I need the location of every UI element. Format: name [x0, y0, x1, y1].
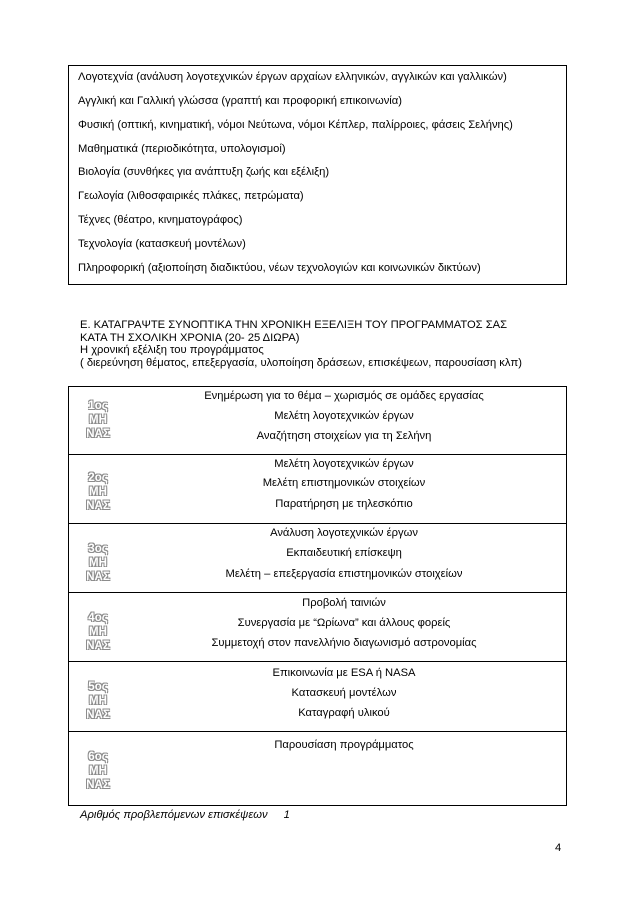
- planned-visits-note: [80, 809, 290, 821]
- activity-item: Μελέτη – επεξεργασία επιστημονικών στοιχείων: [225, 568, 463, 580]
- timeline-row: [69, 661, 566, 732]
- subject-line: Γεωλογία (λιθοσφαιρικές πλάκες, πετρώματα): [78, 190, 304, 202]
- timeline-row: [69, 454, 566, 524]
- activity-item: Κατασκευή μοντέλων: [291, 687, 397, 699]
- activity-item: Ανάλυση λογοτεχνικών έργων: [270, 527, 418, 539]
- section-e-title-line1: Ε. ΚΑΤΑΓΡΑΨΤΕ ΣΥΝΟΠΤΙΚΑ ΤΗΝ ΧΡΟΝΙΚΗ ΕΞΕΛΙΞΗ ΤΟΥ ΠΡΟΓΡΑΜΜΑΤΟΣ ΣΑΣ: [80, 319, 507, 331]
- page-number: 4: [555, 842, 562, 854]
- subjects-box: [68, 65, 567, 285]
- month-word2: ΝΑΣ: [86, 500, 110, 512]
- month-label: [69, 471, 127, 513]
- activity-item: Συμμετοχή στον πανελλήνιο διαγωνισμό αστρονομίας: [211, 637, 477, 649]
- section-e-note: ( διερεύνηση θέματος, επεξεργασία, υλοποίηση δράσεων, επισκέψεων, παρουσίαση κλπ): [80, 356, 522, 369]
- subject-line: Μαθηματικά (περιοδικότητα, υπολογισμοί): [78, 143, 286, 155]
- month-label: [69, 542, 127, 584]
- activity-item: Προβολή ταινιών: [302, 597, 386, 609]
- subject-line: Πληροφορική (αξιοποίηση διαδικτύου, νέων τεχνολογιών και κοινωνικών δικτύων): [78, 262, 481, 274]
- planned-visits-label: Αριθμός προβλεπόμενων επισκέψεων: [80, 809, 268, 821]
- subject-line: Βιολογία (συνθήκες για ανάπτυξη ζωής και εξέλιξη): [78, 166, 330, 178]
- activity-item: Καταγραφή υλικού: [298, 707, 390, 719]
- month-ordinal: 4ος: [88, 612, 108, 624]
- month-ordinal: 1ος: [88, 400, 108, 412]
- section-e-heading: [80, 319, 560, 369]
- month-word2: ΝΑΣ: [86, 779, 110, 791]
- timeline-row: [69, 387, 566, 454]
- month-label: [69, 750, 127, 792]
- activity-item: Μελέτη επιστημονικών στοιχείων: [262, 477, 426, 489]
- month-word1: ΜΗ: [89, 695, 107, 707]
- month-word2: ΝΑΣ: [86, 709, 110, 721]
- timeline-table: [68, 386, 567, 806]
- month-label: [69, 399, 127, 441]
- timeline-row: [69, 523, 566, 593]
- subject-line: Αγγλική και Γαλλική γλώσσα (γραπτή και προφορική επικοινωνία): [78, 95, 402, 107]
- subject-line: Φυσική (οπτική, κινηματική, νόμοι Νεύτωνα, νόμοι Κέπλερ, παλίρροιες, φάσεις Σελήνης): [78, 119, 513, 131]
- month-word1: ΜΗ: [89, 765, 107, 777]
- section-e-title-line2: ΚΑΤΑ ΤΗ ΣΧΟΛΙΚΗ ΧΡΟΝΙΑ (20- 25 ΔΙΩΡΑ): [80, 331, 300, 344]
- activity-item: Συνεργασία με “Ωρίωνα” και άλλους φορείς: [237, 617, 451, 629]
- month-word2: ΝΑΣ: [86, 428, 110, 440]
- month-word2: ΝΑΣ: [86, 640, 110, 652]
- month-word1: ΜΗ: [89, 626, 107, 638]
- month-word1: ΜΗ: [89, 557, 107, 569]
- month-word1: ΜΗ: [89, 414, 107, 426]
- month-ordinal: 6ος: [88, 751, 108, 763]
- planned-visits-value: 1: [283, 809, 290, 821]
- section-e-subtitle: Η χρονική εξέλιξη του προγράμματος: [80, 344, 264, 357]
- activity-item: Παρατήρηση με τηλεσκόπιο: [275, 498, 413, 510]
- subject-line: Τέχνες (θέατρο, κινηματογράφος): [78, 214, 243, 226]
- timeline-row: [69, 731, 566, 805]
- activity-item: Εκπαιδευτική επίσκεψη: [286, 547, 402, 559]
- activity-item: Αναζήτηση στοιχείων για τη Σελήνη: [256, 430, 432, 442]
- activity-item: Μελέτη λογοτεχνικών έργων: [274, 458, 414, 470]
- activity-item: Παρουσίαση προγράμματος: [274, 739, 414, 751]
- month-ordinal: 5ος: [88, 681, 108, 693]
- month-ordinal: 2ος: [88, 472, 108, 484]
- activity-item: Ενημέρωση για το θέμα – χωρισμός σε ομάδες εργασίας: [204, 390, 484, 402]
- month-label: [69, 680, 127, 722]
- month-word2: ΝΑΣ: [86, 571, 110, 583]
- subject-line: Λογοτεχνία (ανάλυση λογοτεχνικών έργων αρχαίων ελληνικών, αγγλικών και γαλλικών): [78, 71, 507, 83]
- activity-item: Επικοινωνία με ESA ή NASA: [272, 667, 416, 679]
- month-word1: ΜΗ: [89, 486, 107, 498]
- activity-item: Μελέτη λογοτεχνικών έργων: [274, 410, 414, 422]
- timeline-row: [69, 592, 566, 662]
- month-ordinal: 3ος: [88, 543, 108, 555]
- subject-line: Τεχνολογία (κατασκευή μοντέλων): [78, 238, 246, 250]
- month-label: [69, 611, 127, 653]
